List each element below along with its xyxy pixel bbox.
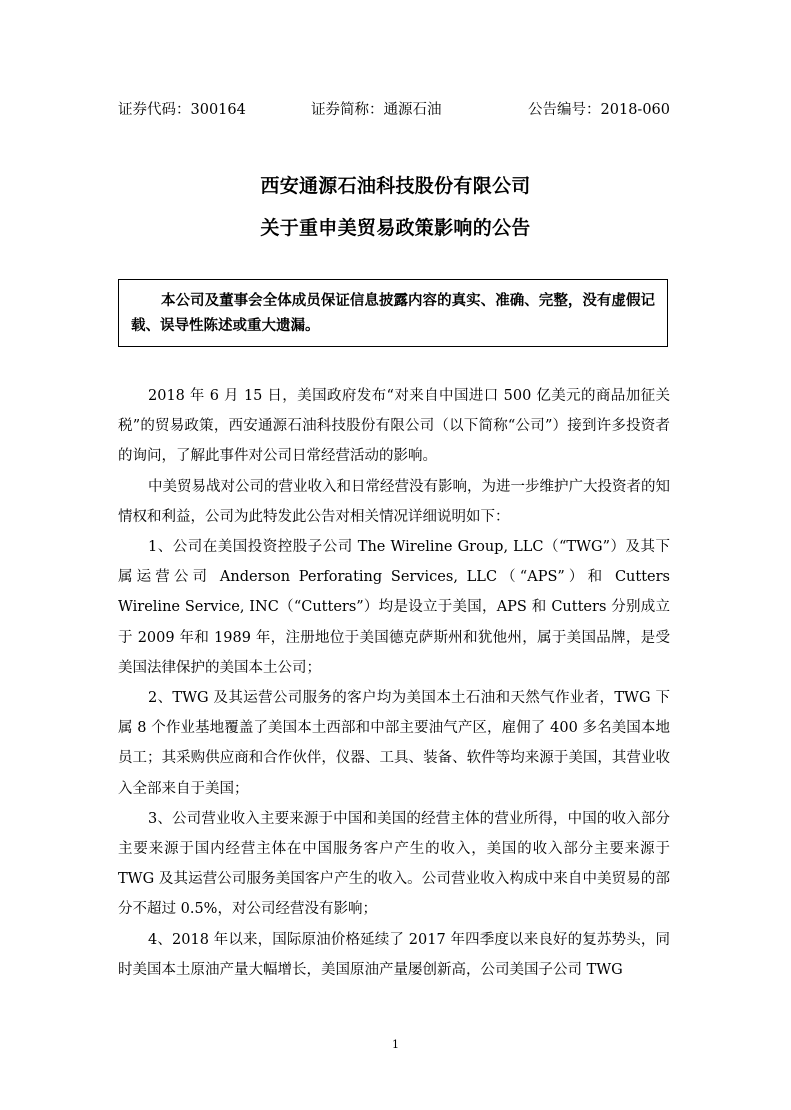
body-paragraph: 4、2018 年以来，国际原油价格延续了 2017 年四季度以来良好的复苏势头，同时美国本土原油产量大幅增长，美国原油产量屡创新高，公司美国子公司 TWG — [118, 931, 670, 978]
announcement-number: 公告编号：2018-060 — [528, 102, 670, 118]
body-paragraph: 3、公司营业收入主要来源于中国和美国的经营主体的营业所得，中国的收入部分主要来源于国内经营主体在中国服务客户产生的收入，美国的收入部分主要来源于 TWG 及其运营公司服务美国客户产生的收入。公司营业收入构成中来自中美贸易的部分不超过 0.5%，对公司经营没有影响； — [118, 810, 670, 918]
body-paragraph: 2018 年 6 月 15 日，美国政府发布“对来自中国进口 500 亿美元的商品加征关税”的贸易政策，西安通源石油科技股份有限公司（以下简称“公司”）接到许多投资者的询问，了解此事件对公司日常经营活动的影响。 — [118, 388, 670, 465]
stock-code: 证券代码：300164 — [118, 102, 246, 118]
document-header — [118, 99, 670, 121]
body-paragraph: 2、TWG 及其运营公司服务的客户均为美国本土石油和天然气作业者，TWG 下属 8 个作业基地覆盖了美国本土西部和中部主要油气产区，雇佣了 400 多名美国本地员工；其采购供应商和合作伙伴，仪器、工具、装备、软件等均来源于美国，其营业收入全部来自于美国； — [118, 690, 670, 797]
announcement-body — [118, 381, 670, 985]
company-title: 西安通源石油科技股份有限公司 — [260, 175, 531, 197]
announcement-title: 关于重申美贸易政策影响的公告 — [260, 217, 531, 239]
body-paragraph: 1、公司在美国投资控股子公司 The Wireline Group, LLC（“TWG”）及其下属运营公司 Anderson Perforating Services, LLC（“APS”）和 Cutters Wireline Service, INC（“Cutters”）均是设立于美国，APS 和 Cutters 分别成立于 2009 年和 1989 年，注册地位于美国德克萨斯州和犹他州，属于美国品牌，是受美国法律保护的美国本土公司； — [118, 539, 670, 676]
page-number: 1 — [392, 1038, 399, 1051]
body-paragraph: 中美贸易战对公司的营业收入和日常经营没有影响，为进一步维护广大投资者的知情权和利益，公司为此特发此公告对相关情况详细说明如下： — [118, 478, 670, 525]
stock-abbreviation: 证券简称：通源石油 — [311, 102, 442, 118]
disclosure-notice-box: 本公司及董事会全体成员保证信息披露内容的真实、准确、完整，没有虚假记载、误导性陈述或重大遗漏。 — [118, 279, 668, 347]
